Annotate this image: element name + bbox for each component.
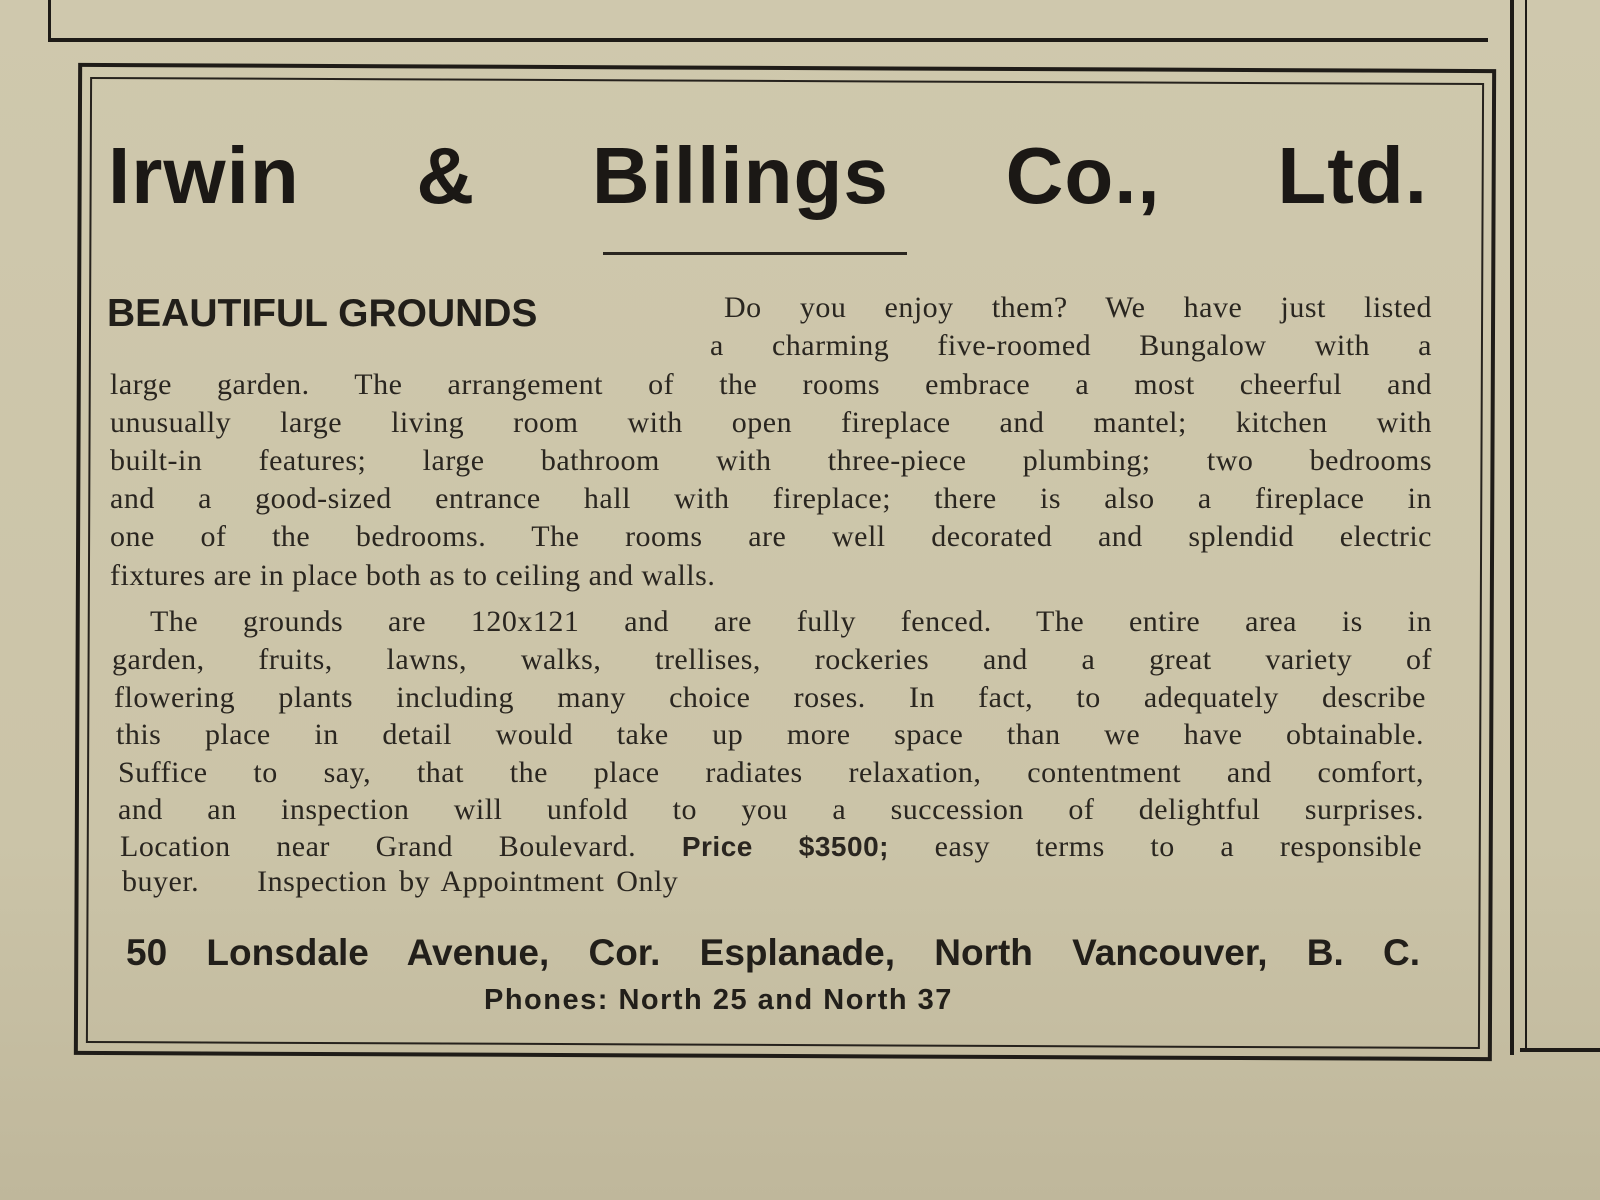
body-line: large garden. The arrangement of the rooms embrace a most cheerful and bbox=[110, 368, 1432, 401]
body-line: garden, fruits, lawns, walks, trellises, rockeries and a great variety of bbox=[112, 643, 1432, 676]
right-column-rule bbox=[1520, 1048, 1600, 1052]
terms-text: easy terms to a responsible bbox=[934, 830, 1423, 863]
body-line: flowering plants including many choice roses. In fact, to adequately describe bbox=[114, 681, 1426, 714]
body-line: Do you enjoy them? We have just listed bbox=[724, 291, 1432, 324]
last-line bbox=[122, 864, 922, 900]
body-line: and a good-sized entrance hall with fireplace; there is also a fireplace in bbox=[110, 482, 1432, 515]
company-name: Irwin & Billings Co., Ltd. bbox=[108, 131, 1428, 220]
inspection-note: Inspection by Appointment Only bbox=[257, 865, 679, 898]
right-column-rule bbox=[1525, 0, 1527, 1050]
title-underline bbox=[603, 252, 907, 255]
location-text: Location near Grand Boulevard. bbox=[120, 830, 637, 863]
body-line: unusually large living room with open fireplace and mantel; kitchen with bbox=[110, 406, 1432, 439]
address: 50 Lonsdale Avenue, Cor. Esplanade, North Vancouver, B. C. bbox=[126, 932, 1420, 973]
body-line: one of the bedrooms. The rooms are well decorated and splendid electric bbox=[110, 520, 1432, 553]
body-line: fixtures are in place both as to ceiling and walls. bbox=[110, 559, 716, 592]
body-line: a charming five-roomed Bungalow with a bbox=[710, 329, 1432, 362]
price-line bbox=[120, 829, 1422, 865]
buyer-text: buyer. bbox=[122, 865, 200, 898]
ad-heading: BEAUTIFUL GROUNDS bbox=[107, 292, 538, 335]
body-line: and an inspection will unfold to you a succession of delightful surprises. bbox=[118, 793, 1424, 826]
body-line: built-in features; large bathroom with three-piece plumbing; two bedrooms bbox=[110, 444, 1432, 477]
top-border-rule bbox=[48, 38, 1488, 42]
phones: Phones: North 25 and North 37 bbox=[484, 984, 953, 1016]
top-border-rule bbox=[48, 0, 51, 40]
body-line: The grounds are 120x121 and are fully fenced. The entire area is in bbox=[150, 605, 1432, 638]
right-column-rule bbox=[1510, 0, 1514, 1055]
body-line: Suffice to say, that the place radiates relaxation, contentment and comfort, bbox=[118, 756, 1424, 789]
price-text: Price $3500; bbox=[681, 831, 889, 862]
body-line: this place in detail would take up more space than we have obtainable. bbox=[116, 718, 1424, 751]
